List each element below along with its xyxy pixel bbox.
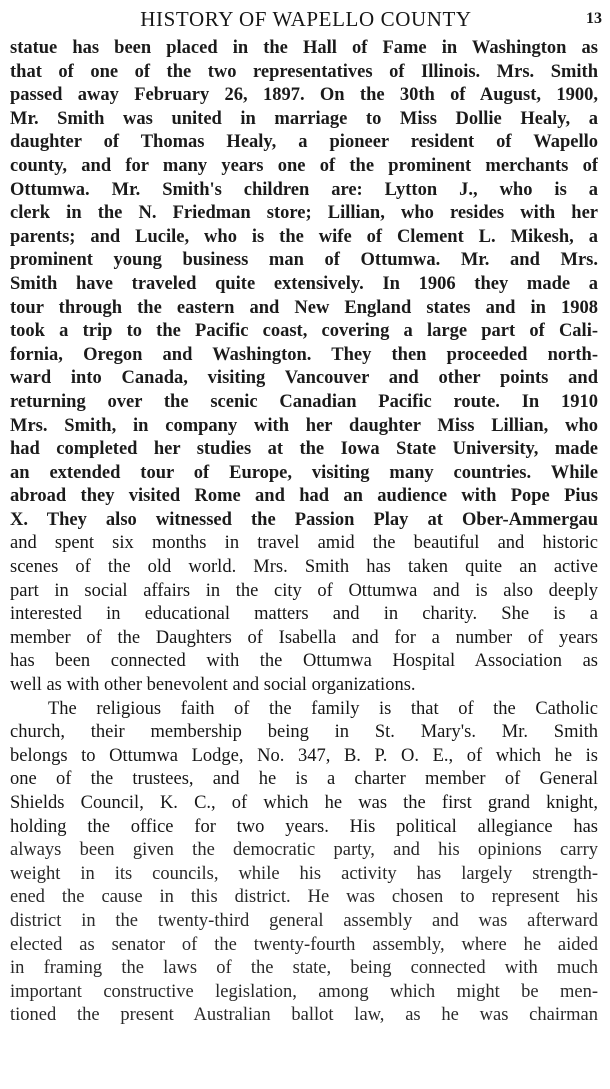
text-line-33: Shields Council, K. C., of which he was the first grand knight, [10,793,598,813]
text-line-39: elected as senator of the twenty-fourth assembly, where he aided [10,934,598,955]
text-line-24: part in social affairs in the city of Ottumwa and is also deeply [10,580,598,601]
text-line-13: took a trip to the Pacific coast, covering a large part of Cali- [10,321,598,342]
text-line-22: and spent six months in travel amid the beautiful and historic [10,533,598,554]
text-line-31: belongs to Ottumwa Lodge, No. 347, B. P. O. E., of which he is [10,745,598,766]
body-text [10,37,598,1028]
text-line-30: church, their membership being in St. Mary's. Mr. Smith [10,722,598,743]
text-line-3: passed away February 26, 1897. On the 30th of August, 1900, [10,85,598,106]
text-line-23: scenes of the old world. Mrs. Smith has taken quite an active [10,557,598,578]
text-line-27: has been connected with the Ottumwa Hospital Association as [10,651,598,672]
text-line-15: ward into Canada, visiting Vancouver and other points and [10,368,598,389]
text-line-28: well as with other benevolent and social organizations. [10,675,416,696]
text-line-7: Ottumwa. Mr. Smith's children are: Lytton J., who is a [10,179,598,200]
running-title: HISTORY OF WAPELLO COUNTY [140,7,472,31]
text-line-12: tour through the eastern and New England states and in 1908 [10,297,598,318]
text-line-42: tioned the present Australian ballot law, as he was chairman [10,1005,598,1026]
text-line-17: Mrs. Smith, in company with her daughter Miss Lillian, who [10,415,598,436]
text-line-41: important constructive legislation, among which might be men- [10,981,598,1002]
text-line-21: X. They also witnessed the Passion Play at Ober-Ammergau [10,509,598,530]
text-line-9: parents; and Lucile, who is the wife of Clement L. Mikesh, a [10,226,598,247]
text-line-19: an extended tour of Europe, visiting many countries. While [10,462,598,483]
text-line-16: returning over the scenic Canadian Pacific route. In 1910 [10,391,598,412]
text-line-5: daughter of Thomas Healy, a pioneer resident of Wapello [10,132,598,153]
text-line-20: abroad they visited Rome and had an audience with Pope Pius [10,486,598,507]
text-line-14: fornia, Oregon and Washington. They then proceeded north- [10,344,598,365]
text-line-8: clerk in the N. Friedman store; Lillian, who resides with her [10,203,598,224]
text-line-38: district in the twenty-third general assembly and was afterward [10,910,598,931]
text-line-36: weight in its councils, while his activity has largely strength- [10,863,598,884]
text-line-37: ened the cause in this district. He was chosen to represent his [10,887,598,908]
text-line-2: that of one of the two representatives of Illinois. Mrs. Smith [10,61,598,82]
text-line-40: in framing the laws of the state, being connected with much [10,958,598,979]
text-line-1: statue has been placed in the Hall of Fame in Washington as [10,38,598,58]
text-line-4: Mr. Smith was united in marriage to Miss Dollie Healy, a [10,108,598,129]
text-line-25: interested in educational matters and in charity. She is a [10,604,598,625]
text-line-32: one of the trustees, and he is a charter member of General [10,769,598,790]
text-line-11: Smith have traveled quite extensively. In 1906 they made a [10,273,598,294]
text-line-35: always been given the democratic party, and his opinions carry [10,840,598,861]
text-line-6: county, and for many years one of the prominent merchants of [10,155,598,176]
text-line-29: The religious faith of the family is that of the Catholic [48,698,598,719]
text-line-18: had completed her studies at the Iowa State University, made [10,439,598,460]
text-line-26: member of the Daughters of Isabella and for a number of years [10,627,598,648]
text-line-10: prominent young business man of Ottumwa. Mr. and Mrs. [10,250,598,271]
text-line-34: holding the office for two years. His political allegiance has [10,816,598,837]
page-number: 13 [586,10,602,27]
page-header [10,4,602,34]
